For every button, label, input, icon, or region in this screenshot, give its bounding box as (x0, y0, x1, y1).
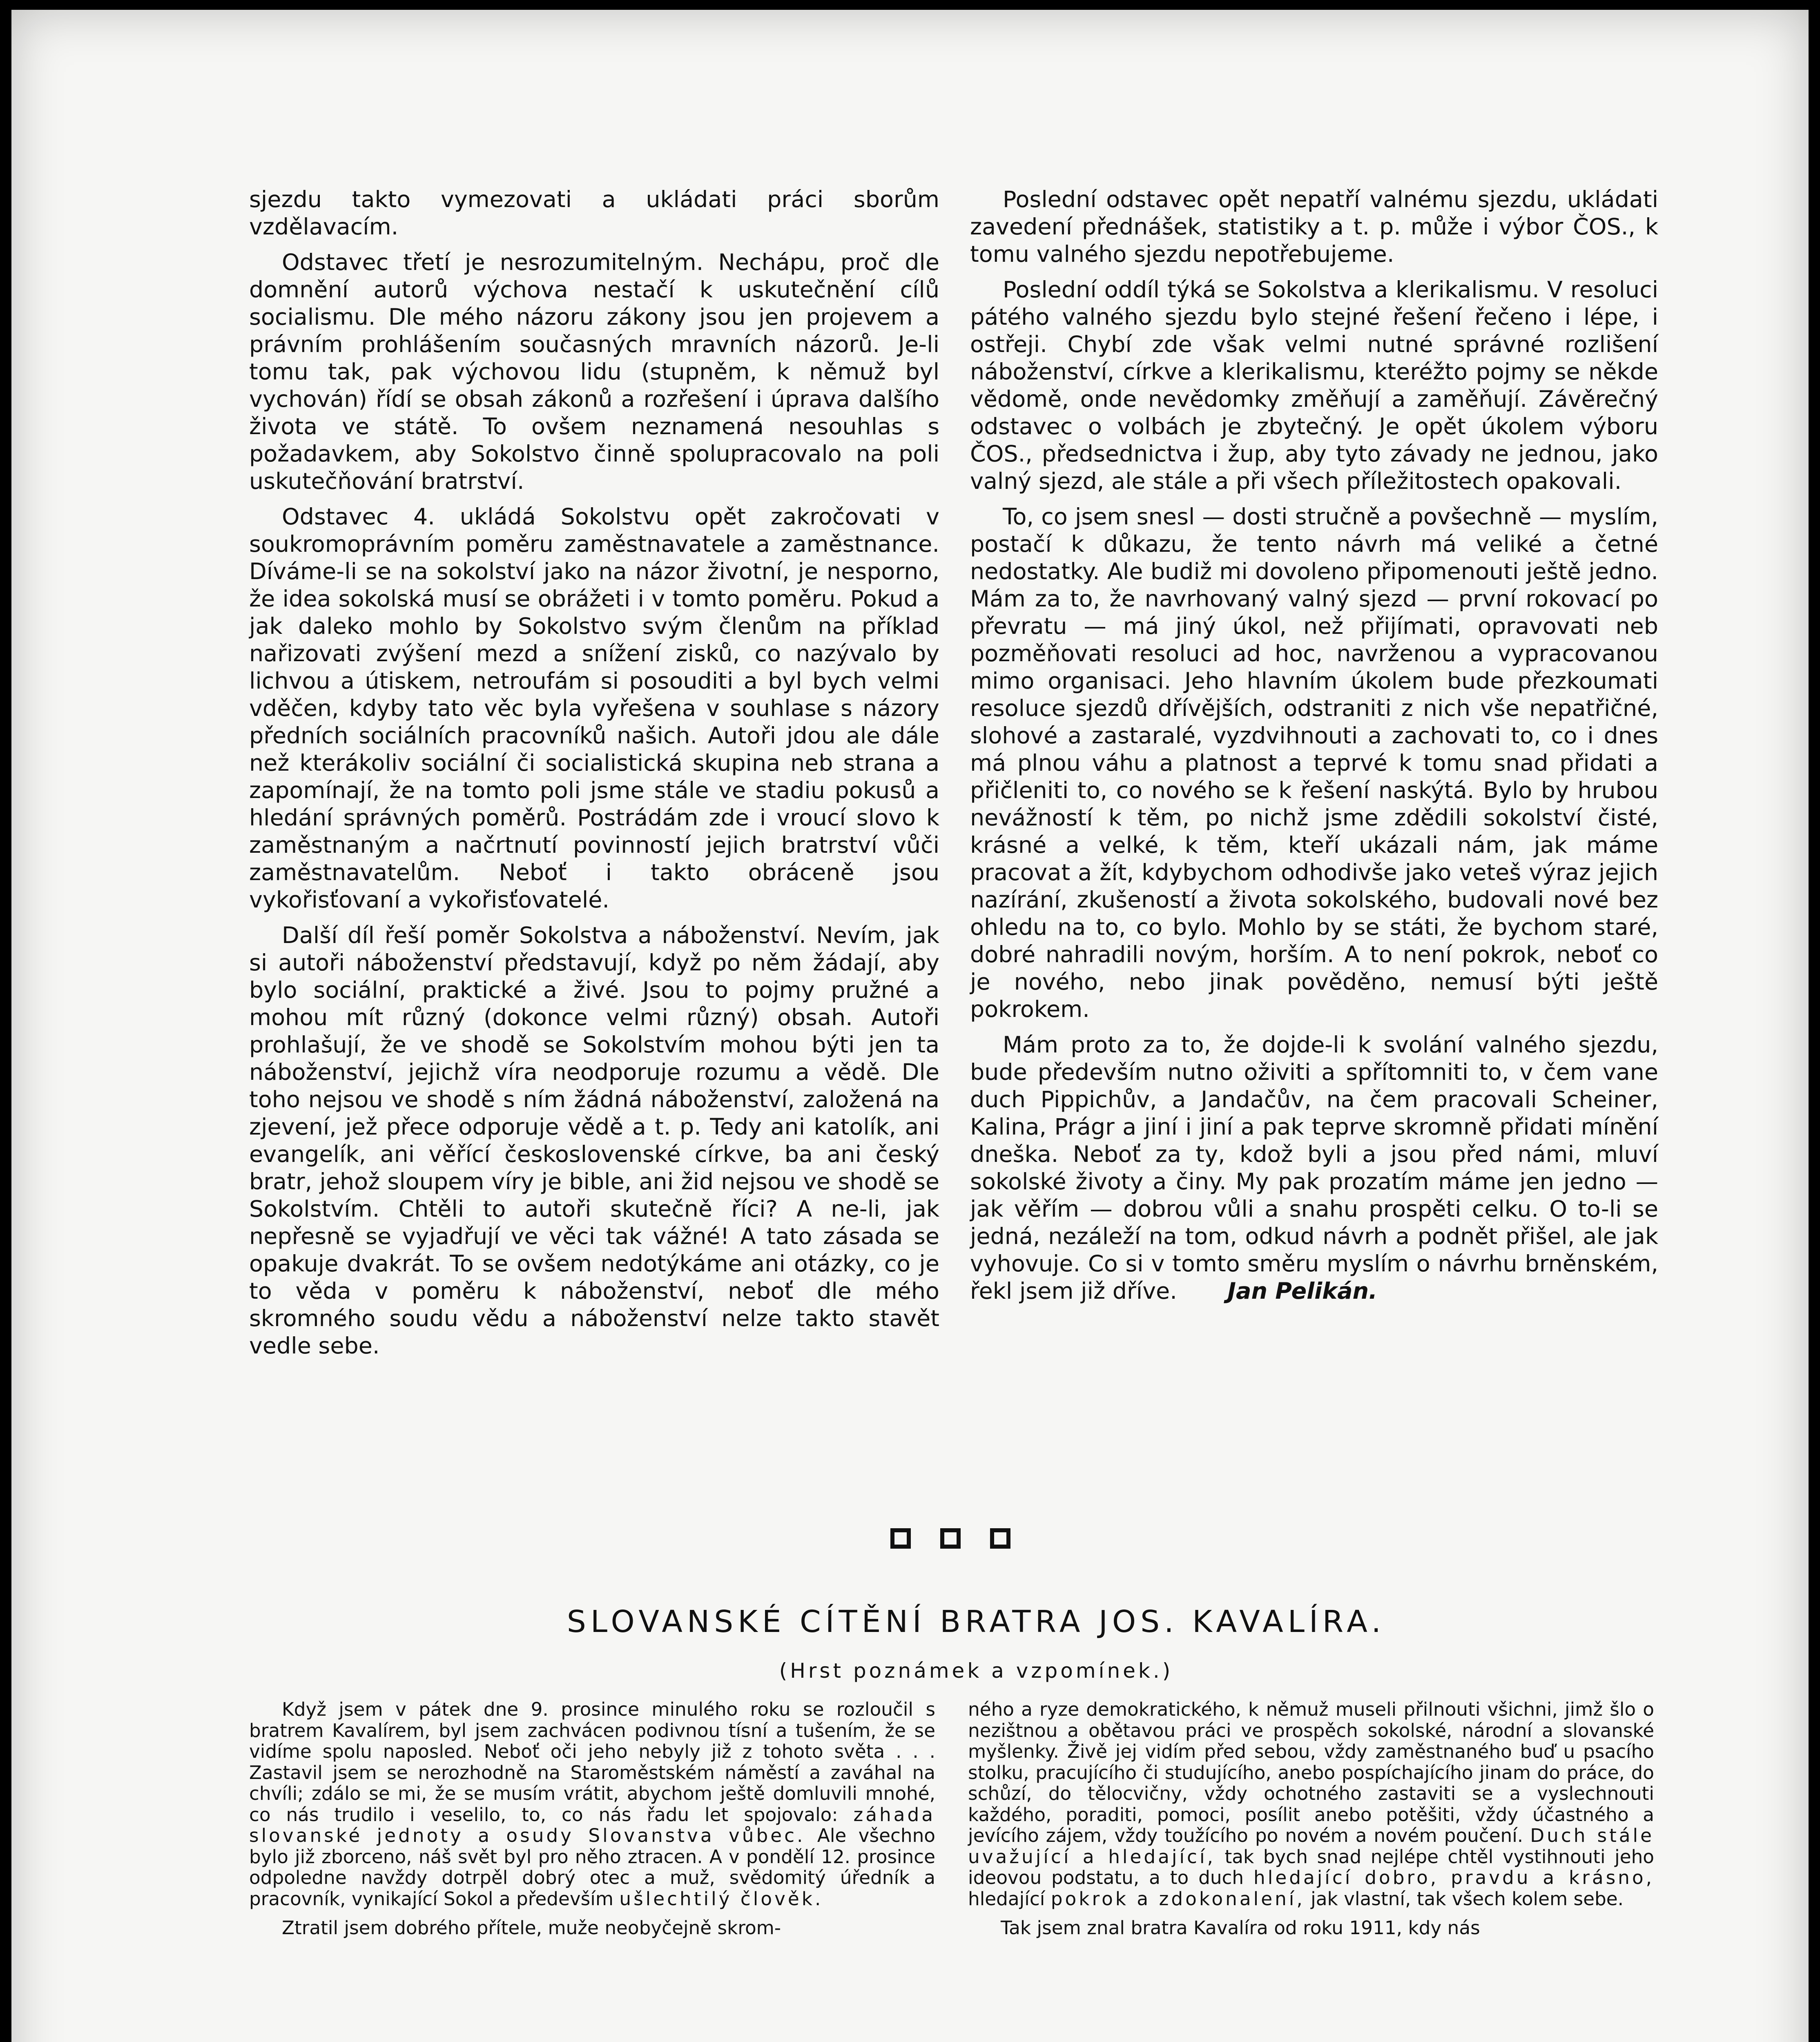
right-column (970, 186, 1658, 1313)
left-paragraph-1: sjezdu takto vymezovati a ukládati práci sborům vzdělavacím. (249, 186, 939, 240)
author-signature: Jan Pelikán. (1227, 1278, 1378, 1304)
left-column (249, 186, 939, 1368)
article-title: SLOVANSKÉ CÍTĚNÍ BRATRA JOS. KAVALÍRA. (567, 1604, 1386, 1639)
article-left-paragraph-1 (249, 1699, 935, 1909)
article-text: Ale všechno bylo již zborceno, náš svět byl pro něho ztracen. A v pondělí 12. prosince odpoledne navždy dotrpěl dobrý otec a muž, svědomitý úředník a pracovník, vynikající Sokol a především (249, 1825, 935, 1910)
article-emphasis: hledající dobro, pravdu a krásno, (1253, 1867, 1654, 1888)
left-paragraph-3: Odstavec 4. ukládá Sokolstvu opět zakročovati v soukromoprávním poměru zaměstnavatele a zaměstnance. Díváme-li se na sokolství jako na názor životní, je nesporno, že idea sokolská musí se obrážeti i v tomto poměru. Pokud a jak daleko mohlo by Sokolstvo svým členům na příklad nařizovati zvýšení mezd a snížení zisků, co nazývalo by lichvou a útiskem, netroufám si posouditi a byl bych velmi vděčen, kdyby tato věc byla vyřešena v souhlase s názory předních sociálních pracovníků našich. Autoři jdou ale dále než kterákoliv sociální či socialistická skupina neb strana a zapomínají, že na tomto poli jsme stále ve stadiu pokusů a hledání správných poměrů. Postrádám zde i vroucí slovo k zaměstnaným a načrtnutí povinností jejich bratrství vůči zaměstnavatelům. Neboť i takto obráceně jsou vykořisťovaní a vykořisťovatelé. (249, 504, 939, 913)
article-right-column (968, 1699, 1654, 1947)
square-ornament-icon (890, 1528, 911, 1549)
article-text: jak vlastní, tak všech kolem sebe. (1311, 1888, 1624, 1910)
article-text: Když jsem v pátek dne 9. prosince minulého roku se rozloučil s bratrem Kavalírem, byl jsem zachvácen podivnou tísní a tušením, že se vidíme spolu naposled. Neboť oči jeho nebyly již z tohoto světa . . . Zastavil jsem se nerozhodně na Staroměstském náměstí a zaváhal na chvíli; zdálo se mi, že se musím vrátit, abychom ještě domluvili mnohé, co nás trudilo i veselilo, to, co nás řadu let spojovalo: (249, 1699, 935, 1826)
article-emphasis: Duch stále uvažující a hledající, (968, 1825, 1655, 1868)
article-subtitle: (Hrst poznámek a vzpomínek.) (779, 1659, 1173, 1683)
right-paragraph-1: Poslední odstavec opět nepatří valnému sjezdu, ukládati zavedení přednášek, statistiky a t. p. může i výbor ČOS., k tomu valného sjezdu nepotřebujeme. (970, 186, 1658, 268)
left-paragraph-2: Odstavec třetí je nesrozumitelným. Nechápu, proč dle domnění autorů výchova nestačí k uskutečnění cílů socialismu. Dle mého názoru zákony jsou jen projevem a právním prohlášením současných mravních názorů. Je-li tomu tak, pak výchovou lidu (stupněm, k němuž byl vychován) řídí se obsah zákonů a rozřešení i úprava dalšího života ve státě. To ovšem neznamená nesouhlas s požadavkem, aby Sokolstvo činně spolupracovalo na poli uskutečňování bratrství. (249, 249, 939, 495)
article-text: hledající (968, 1888, 1045, 1910)
right-paragraph-2: Poslední oddíl týká se Sokolstva a klerikalismu. V resoluci pátého valného sjezdu bylo stejné řešení řečeno i lépe, i ostřeji. Chybí zde však velmi nutné správné rozlišení náboženství, církve a klerikalismu, kteréžto pojmy se někde vědomě, onde nevědomky změňují a zaměňují. Závěrečný odstavec o volbách je zbytečný. Je opět úkolem výboru ČOS., předsednictva i žup, aby tyto závady ne jednou, jako valný sjezd, ale stále a při všech příležitostech opakovali. (970, 276, 1658, 495)
right-paragraph-4 (970, 1031, 1658, 1305)
square-ornament-icon (990, 1528, 1010, 1549)
section-divider-ornament (890, 1528, 1010, 1549)
article-left-paragraph-2: Ztratil jsem dobrého přítele, muže neobyčejně skrom- (282, 1917, 781, 1939)
article-right-paragraph-1 (968, 1699, 1654, 1909)
square-ornament-icon (940, 1528, 961, 1549)
article-emphasis: pokrok a zdokonalení, (1051, 1888, 1305, 1910)
left-paragraph-4: Další díl řeší poměr Sokolstva a náboženství. Nevím, jak si autoři náboženství představují, když po něm žádají, aby bylo sociální, praktické a živé. Jsou to pojmy pružné a mohou mít různý (dokonce velmi různý) obsah. Autoři prohlašují, že ve shodě se Sokolstvím mohou býti jen ta náboženství, jejichž víra neodporuje rozumu a vědě. Dle toho nejsou ve shodě s ním žádná náboženství, založená na zjevení, jež přece odporuje vědě a t. p. Tedy ani katolík, ani evangelík, ani věřící československé církve, ba ani český bratr, jehož sloupem víry je bible, ani žid nejsou ve shodě se Sokolstvím. Chtěli to autoři skutečně říci? A ne-li, jak nepřesně se vyjadřují ve věci tak vážné! A tato zásada se opakuje dvakrát. To se ovšem nedotýkáme ani otázky, co je to věda v poměru k náboženství, neboť dle mého skromného soudu vědu a náboženství nelze takto stavět vedle sebe. (249, 922, 939, 1359)
article-text: ného a ryze demokratického, k němuž museli přilnouti všichni, jimž šlo o nezištnou a obětavou práci ve prospěch sokolské, národní a slovanské myšlenky. Živě jej vidím před sebou, vždy zaměstnaného buď u psacího stolku, pracujícího či studujícího, anebo pospíchajícího jinam do práce, do schůzí, do tělocvičny, vždy ochotného zastaviti se a vyslechnouti každého, poraditi, pomoci, posílit anebo potěšiti, vždy účastného a jevícího zájem, vždy toužícího po novém a novém poučení. (968, 1699, 1654, 1846)
article-emphasis: záhada slovanské jednoty a osudy Slovanstva vůbec. (249, 1803, 935, 1846)
right-paragraph-4-text: Mám proto za to, že dojde-li k svolání valného sjezdu, bude především nutno oživiti a spřítomniti to, v čem vane duch Pippichův, a Jandačův, na čem pracovali Scheiner, Kalina, Prágr a jiní i jiní a pak teprve skromně přidati mínění dneška. Neboť za ty, kdož byli a jsou před námi, mluví sokolské životy a činy. My pak prozatím máme jen jedno — jak věřím — dobrou vůli a snahu prospěti celku. O to-li se jedná, nezáleží na tom, odkud návrh a podnět přišel, ale jak vyhovuje. Co si v tomto směru myslím o návrhu brněnském, řekl jsem již dříve. (970, 1032, 1658, 1304)
article-right-paragraph-2: Tak jsem znal bratra Kavalíra od roku 1911, kdy nás (1001, 1917, 1480, 1939)
article-text: tak bych snad nejlépe chtěl vystihnouti jeho ideovou podstatu, a to duch (968, 1846, 1655, 1888)
article-left-column (249, 1699, 935, 1947)
right-paragraph-3: To, co jsem snesl — dosti stručně a povšechně — myslím, postačí k důkazu, že tento návrh má veliké a četné nedostatky. Ale budiž mi dovoleno připomenouti ještě jedno. Mám za to, že navrhovaný valný sjezd — první rokovací po převratu — má jiný úkol, než přijímati, opravovati neb pozměňovati resoluci ad hoc, navrženou a vypracovanou mimo organisaci. Jeho hlavním úkolem bude přezkoumati resoluce sjezdů dřívějších, odstraniti z nich vše nepatřičné, slohové a zastaralé, vyzdvihnouti a zachovati to, co i dnes má plnou váhu a platnost a teprvé k tomu snad přidati a přičleniti to, co nového se k řešení naskýtá. Bylo by hrubou nevážností k těm, po nichž jsme zdědili sokolství čisté, krásné a velké, k těm, kteří ukázali nám, jak máme pracovat a žít, kdybychom odhodivše jako veteš výraz jejich nazírání, zkušeností a života sokolského, budovali nové bez ohledu na to, co bylo. Mohlo by se státi, že bychom staré, dobré nahradili novým, horším. A to není pokrok, neboť co je nového, nebo jinak pověděno, nemusí býti ještě pokrokem. (970, 504, 1658, 1023)
article-emphasis: ušlechtilý člověk. (619, 1888, 823, 1910)
